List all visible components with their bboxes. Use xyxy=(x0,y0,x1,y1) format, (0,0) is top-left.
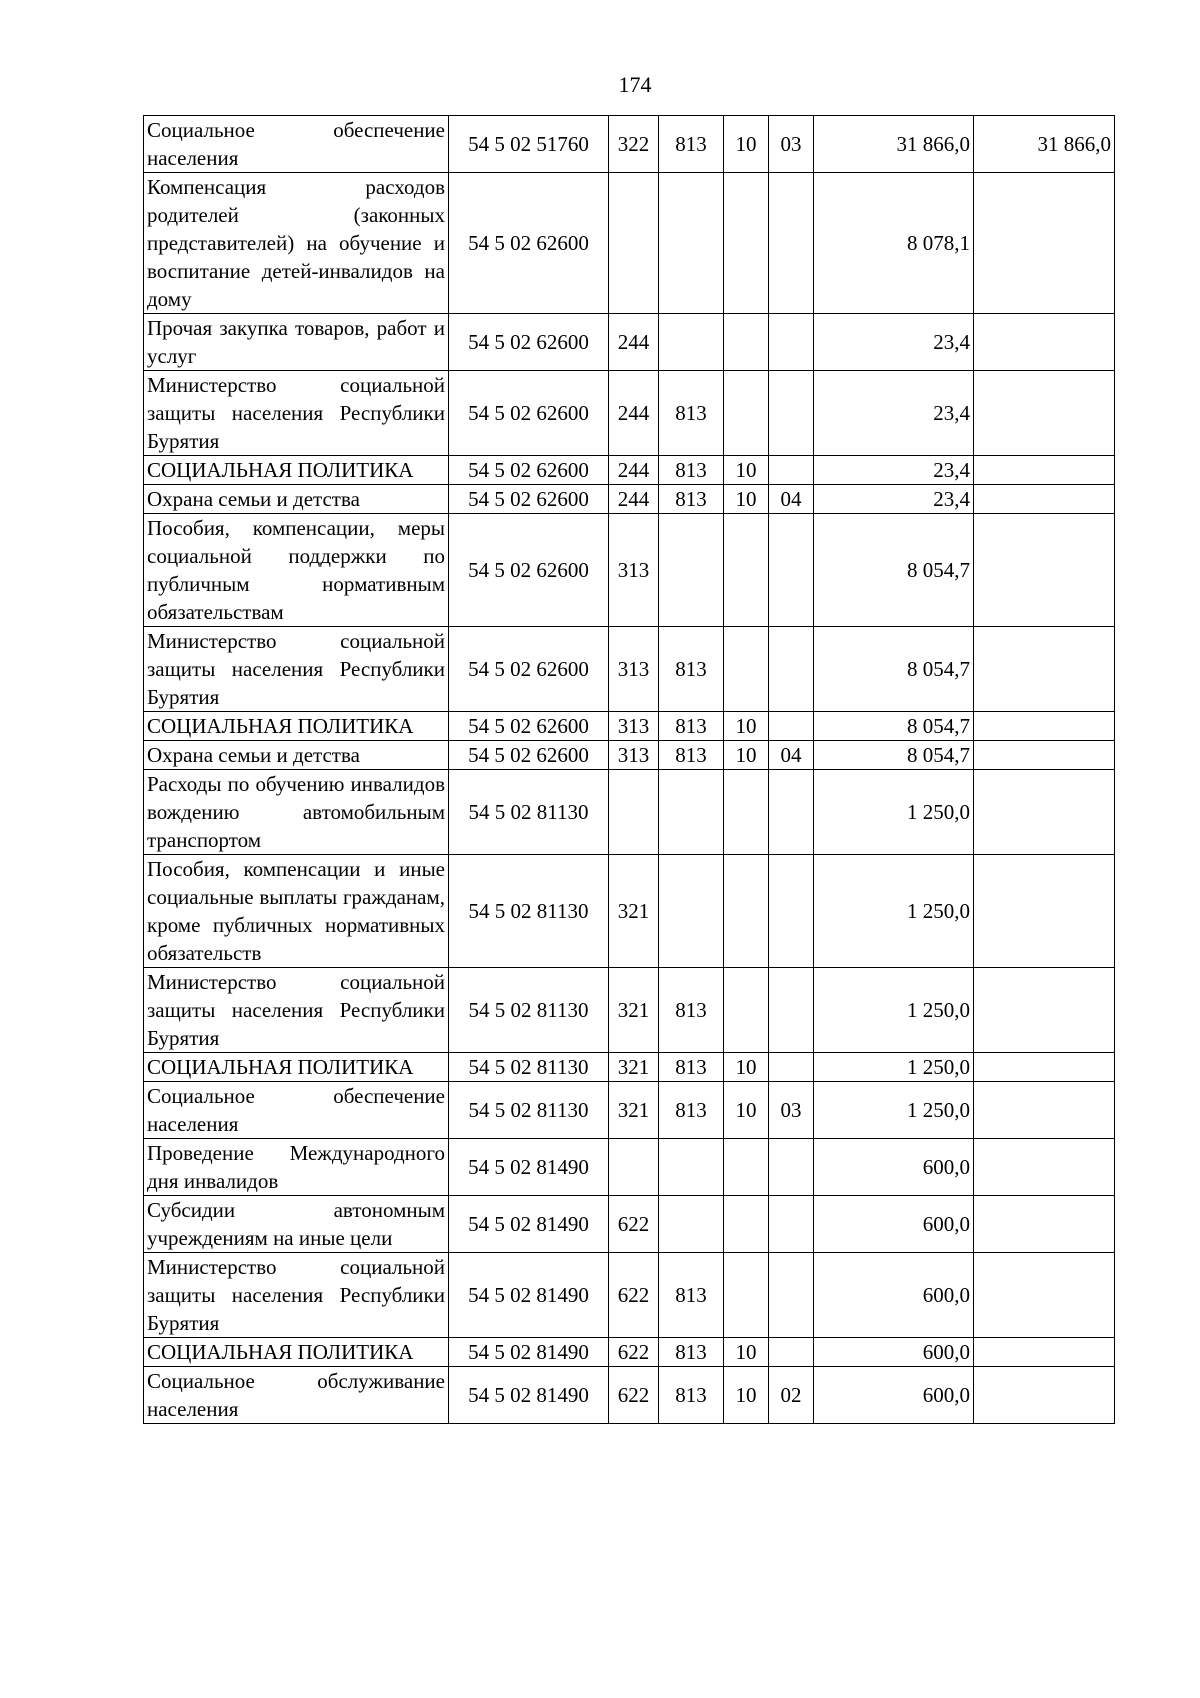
row-amount: 1 250,0 xyxy=(814,968,974,1053)
row-ministry-code: 813 xyxy=(659,116,724,173)
row-name: Социальное обеспечение населения xyxy=(144,1082,449,1139)
row-section xyxy=(724,371,769,456)
page-number: 174 xyxy=(618,72,652,97)
row-name: Социальное обеспечение населения xyxy=(144,116,449,173)
row-amount-2 xyxy=(974,741,1115,770)
row-section: 10 xyxy=(724,741,769,770)
row-subsection xyxy=(769,314,814,371)
table-row xyxy=(144,1082,1115,1139)
row-ministry-code: 813 xyxy=(659,968,724,1053)
row-target-code: 54 5 02 62600 xyxy=(449,314,609,371)
row-name: Проведение Международного дня инвалидов xyxy=(144,1139,449,1196)
row-amount: 600,0 xyxy=(814,1253,974,1338)
row-amount-2 xyxy=(974,485,1115,514)
row-target-code: 54 5 02 62600 xyxy=(449,627,609,712)
row-amount: 8 054,7 xyxy=(814,741,974,770)
row-amount: 8 078,1 xyxy=(814,173,974,314)
row-name: СОЦИАЛЬНАЯ ПОЛИТИКА xyxy=(144,456,449,485)
row-expense-type: 313 xyxy=(609,627,659,712)
row-amount-2 xyxy=(974,456,1115,485)
table-row xyxy=(144,627,1115,712)
row-amount: 1 250,0 xyxy=(814,855,974,968)
row-name: Министерство социальной защиты населения Республики Бурятия xyxy=(144,968,449,1053)
row-expense-type: 321 xyxy=(609,1082,659,1139)
row-target-code: 54 5 02 62600 xyxy=(449,456,609,485)
row-target-code: 54 5 02 62600 xyxy=(449,741,609,770)
row-target-code: 54 5 02 81490 xyxy=(449,1367,609,1424)
row-ministry-code xyxy=(659,514,724,627)
row-target-code: 54 5 02 62600 xyxy=(449,371,609,456)
row-amount-2 xyxy=(974,770,1115,855)
row-expense-type: 313 xyxy=(609,741,659,770)
row-amount-2 xyxy=(974,1053,1115,1082)
table-row xyxy=(144,1053,1115,1082)
row-expense-type: 244 xyxy=(609,485,659,514)
row-section xyxy=(724,1253,769,1338)
row-amount-2 xyxy=(974,173,1115,314)
row-subsection xyxy=(769,1338,814,1367)
row-target-code: 54 5 02 81130 xyxy=(449,968,609,1053)
row-ministry-code: 813 xyxy=(659,371,724,456)
row-target-code: 54 5 02 81490 xyxy=(449,1253,609,1338)
row-subsection xyxy=(769,456,814,485)
row-section: 10 xyxy=(724,1053,769,1082)
row-amount: 600,0 xyxy=(814,1367,974,1424)
row-ministry-code xyxy=(659,770,724,855)
table-row xyxy=(144,314,1115,371)
table-row xyxy=(144,968,1115,1053)
row-amount-2 xyxy=(974,314,1115,371)
row-ministry-code xyxy=(659,855,724,968)
table-row xyxy=(144,741,1115,770)
row-subsection: 02 xyxy=(769,1367,814,1424)
row-target-code: 54 5 02 81490 xyxy=(449,1196,609,1253)
row-section xyxy=(724,968,769,1053)
row-amount: 8 054,7 xyxy=(814,627,974,712)
table-row xyxy=(144,770,1115,855)
row-ministry-code: 813 xyxy=(659,1253,724,1338)
row-ministry-code: 813 xyxy=(659,1338,724,1367)
row-amount-2 xyxy=(974,1082,1115,1139)
row-target-code: 54 5 02 51760 xyxy=(449,116,609,173)
row-expense-type: 321 xyxy=(609,968,659,1053)
row-target-code: 54 5 02 81130 xyxy=(449,855,609,968)
row-section: 10 xyxy=(724,1082,769,1139)
table-row xyxy=(144,1139,1115,1196)
row-expense-type: 321 xyxy=(609,855,659,968)
row-ministry-code: 813 xyxy=(659,741,724,770)
row-target-code: 54 5 02 62600 xyxy=(449,514,609,627)
row-expense-type xyxy=(609,173,659,314)
row-target-code: 54 5 02 81130 xyxy=(449,770,609,855)
row-amount: 23,4 xyxy=(814,371,974,456)
row-ministry-code: 813 xyxy=(659,627,724,712)
row-expense-type: 321 xyxy=(609,1053,659,1082)
row-section xyxy=(724,855,769,968)
row-expense-type xyxy=(609,1139,659,1196)
row-expense-type: 322 xyxy=(609,116,659,173)
row-amount-2 xyxy=(974,1196,1115,1253)
row-subsection xyxy=(769,968,814,1053)
row-amount-2 xyxy=(974,1253,1115,1338)
row-target-code: 54 5 02 62600 xyxy=(449,712,609,741)
table-row xyxy=(144,456,1115,485)
row-name: Пособия, компенсации и иные социальные выплаты гражданам, кроме публичных нормативных обязательств xyxy=(144,855,449,968)
row-amount: 1 250,0 xyxy=(814,1082,974,1139)
row-amount: 1 250,0 xyxy=(814,770,974,855)
row-section: 10 xyxy=(724,456,769,485)
row-section: 10 xyxy=(724,116,769,173)
row-section: 10 xyxy=(724,1338,769,1367)
row-subsection xyxy=(769,1053,814,1082)
row-section xyxy=(724,314,769,371)
row-subsection: 04 xyxy=(769,485,814,514)
row-name: Министерство социальной защиты населения Республики Бурятия xyxy=(144,627,449,712)
row-expense-type: 622 xyxy=(609,1338,659,1367)
row-amount: 23,4 xyxy=(814,456,974,485)
row-ministry-code: 813 xyxy=(659,1053,724,1082)
table-row xyxy=(144,1367,1115,1424)
row-ministry-code: 813 xyxy=(659,456,724,485)
table-row xyxy=(144,1196,1115,1253)
row-name: СОЦИАЛЬНАЯ ПОЛИТИКА xyxy=(144,1338,449,1367)
row-name: Расходы по обучению инвалидов вождению автомобильным транспортом xyxy=(144,770,449,855)
row-amount-2 xyxy=(974,371,1115,456)
row-section xyxy=(724,514,769,627)
table-row xyxy=(144,1338,1115,1367)
row-subsection xyxy=(769,514,814,627)
row-ministry-code xyxy=(659,314,724,371)
row-name: Министерство социальной защиты населения Республики Бурятия xyxy=(144,1253,449,1338)
row-amount: 23,4 xyxy=(814,314,974,371)
row-name: Охрана семьи и детства xyxy=(144,485,449,514)
table-row xyxy=(144,371,1115,456)
row-name: Пособия, компенсации, меры социальной поддержки по публичным нормативным обязательствам xyxy=(144,514,449,627)
row-amount: 600,0 xyxy=(814,1196,974,1253)
row-amount-2 xyxy=(974,627,1115,712)
row-expense-type: 622 xyxy=(609,1253,659,1338)
row-expense-type xyxy=(609,770,659,855)
row-amount: 1 250,0 xyxy=(814,1053,974,1082)
row-name: Министерство социальной защиты населения Республики Бурятия xyxy=(144,371,449,456)
row-section xyxy=(724,770,769,855)
row-section xyxy=(724,1139,769,1196)
row-ministry-code: 813 xyxy=(659,712,724,741)
table-row xyxy=(144,173,1115,314)
table-row xyxy=(144,116,1115,173)
table-row xyxy=(144,1253,1115,1338)
row-amount: 600,0 xyxy=(814,1139,974,1196)
table-row xyxy=(144,712,1115,741)
row-subsection xyxy=(769,173,814,314)
row-ministry-code: 813 xyxy=(659,485,724,514)
row-amount-2 xyxy=(974,1367,1115,1424)
table-row xyxy=(144,485,1115,514)
row-section xyxy=(724,1196,769,1253)
row-name: СОЦИАЛЬНАЯ ПОЛИТИКА xyxy=(144,1053,449,1082)
row-amount-2 xyxy=(974,855,1115,968)
row-subsection: 04 xyxy=(769,741,814,770)
row-amount-2 xyxy=(974,1139,1115,1196)
row-subsection xyxy=(769,1253,814,1338)
row-ministry-code: 813 xyxy=(659,1367,724,1424)
row-amount-2 xyxy=(974,968,1115,1053)
row-expense-type: 244 xyxy=(609,371,659,456)
row-ministry-code xyxy=(659,173,724,314)
table-body xyxy=(144,116,1115,1424)
row-target-code: 54 5 02 81130 xyxy=(449,1082,609,1139)
row-name: Социальное обслуживание населения xyxy=(144,1367,449,1424)
row-subsection xyxy=(769,712,814,741)
row-target-code: 54 5 02 62600 xyxy=(449,173,609,314)
row-amount: 8 054,7 xyxy=(814,514,974,627)
row-expense-type: 622 xyxy=(609,1367,659,1424)
row-section: 10 xyxy=(724,1367,769,1424)
budget-table xyxy=(143,115,1115,1424)
row-amount-2 xyxy=(974,1338,1115,1367)
row-amount: 23,4 xyxy=(814,485,974,514)
table-row xyxy=(144,514,1115,627)
row-name: Охрана семьи и детства xyxy=(144,741,449,770)
row-subsection xyxy=(769,855,814,968)
row-section: 10 xyxy=(724,712,769,741)
row-amount: 31 866,0 xyxy=(814,116,974,173)
row-section: 10 xyxy=(724,485,769,514)
row-expense-type: 244 xyxy=(609,314,659,371)
row-expense-type: 622 xyxy=(609,1196,659,1253)
row-subsection: 03 xyxy=(769,1082,814,1139)
row-amount: 600,0 xyxy=(814,1338,974,1367)
row-amount-2 xyxy=(974,514,1115,627)
row-section xyxy=(724,627,769,712)
row-ministry-code xyxy=(659,1139,724,1196)
row-ministry-code xyxy=(659,1196,724,1253)
row-amount-2 xyxy=(974,712,1115,741)
row-subsection xyxy=(769,770,814,855)
row-name: СОЦИАЛЬНАЯ ПОЛИТИКА xyxy=(144,712,449,741)
row-name: Прочая закупка товаров, работ и услуг xyxy=(144,314,449,371)
row-amount: 8 054,7 xyxy=(814,712,974,741)
row-name: Субсидии автономным учреждениям на иные цели xyxy=(144,1196,449,1253)
row-expense-type: 313 xyxy=(609,514,659,627)
row-target-code: 54 5 02 81490 xyxy=(449,1139,609,1196)
row-target-code: 54 5 02 81130 xyxy=(449,1053,609,1082)
row-ministry-code: 813 xyxy=(659,1082,724,1139)
row-subsection: 03 xyxy=(769,116,814,173)
row-expense-type: 244 xyxy=(609,456,659,485)
row-section xyxy=(724,173,769,314)
row-name: Компенсация расходов родителей (законных представителей) на обучение и воспитание детей-инвалидов на дому xyxy=(144,173,449,314)
table-row xyxy=(144,855,1115,968)
row-subsection xyxy=(769,627,814,712)
row-subsection xyxy=(769,371,814,456)
row-amount-2: 31 866,0 xyxy=(974,116,1115,173)
row-target-code: 54 5 02 62600 xyxy=(449,485,609,514)
row-target-code: 54 5 02 81490 xyxy=(449,1338,609,1367)
row-subsection xyxy=(769,1196,814,1253)
row-expense-type: 313 xyxy=(609,712,659,741)
row-subsection xyxy=(769,1139,814,1196)
